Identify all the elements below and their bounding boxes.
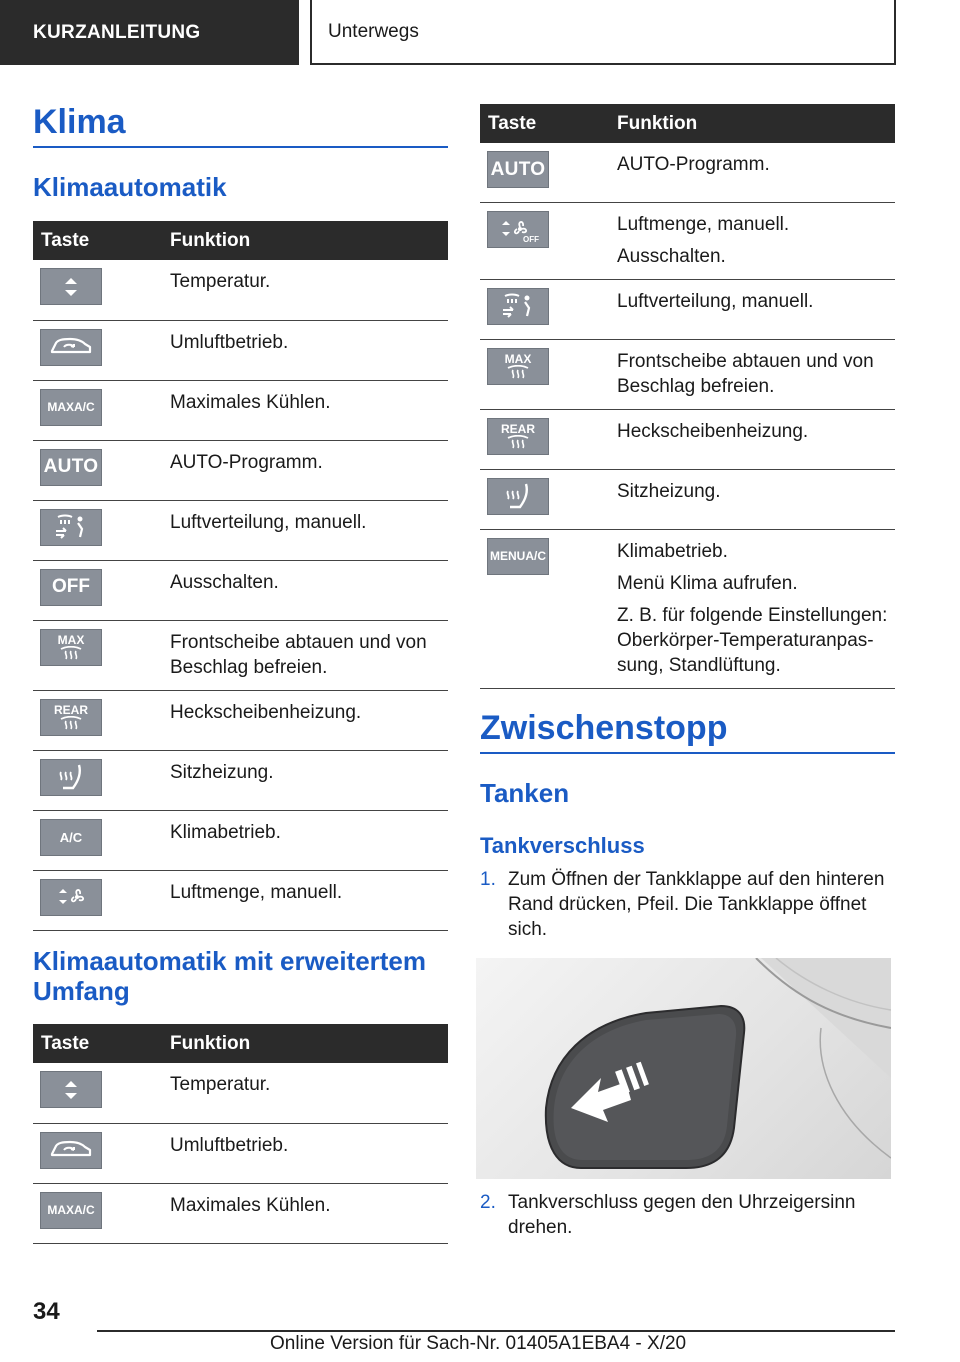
function-text: Luftmenge, manuell. [617,213,790,235]
function-text: Klimabetrieb. [617,540,728,562]
recirculation-car-icon [40,1132,102,1169]
function-cell [163,690,448,750]
key-cell [33,560,163,620]
table-row [33,320,448,380]
function-cell [163,500,448,560]
heading-tankverschluss: Tankverschluss [480,833,645,858]
table-row [33,870,448,930]
table-row [33,380,448,440]
function-cell [163,620,448,690]
key-cell [33,810,163,870]
step-text: Zum Öffnen der Tankklappe auf den hinteren Rand drücken, Pfeil. Die Tankklappe öffnet sich. [508,869,885,940]
function-text: Umluftbetrieb. [170,331,289,353]
function-cell [163,1063,448,1123]
function-text: AUTO-Programm. [617,154,770,175]
function-text: Heckscheibenheizung. [170,701,362,723]
function-cell [163,440,448,500]
column-header-funktion: Funktion [163,1024,448,1063]
table-row [33,620,448,690]
fan-off-icon: OFF [487,211,549,248]
table-row [480,143,895,202]
table-row [33,690,448,750]
function-cell [163,560,448,620]
recirculation-car-icon [40,329,102,366]
key-table-continued [480,104,895,689]
function-cell [163,870,448,930]
function-text: Menü Klima aufrufen. [617,572,798,594]
column-header-taste: Taste [33,221,163,260]
function-text: Maximales Kühlen. [170,1194,331,1216]
table-row [480,339,895,409]
max-defrost-icon: MAX [487,348,549,385]
function-cell [610,409,895,469]
function-text: Frontscheibe abtauen und von Beschlag befreien. [170,631,427,678]
table-row [33,1123,448,1183]
key-table-klimaautomatik [33,221,448,931]
page-number: 34 [33,1298,60,1325]
table-row [33,750,448,810]
section-heading-klimaautomatik: Klimaautomatik [33,172,227,202]
key-cell [480,279,610,339]
max-ac-icon: MAX A/C [40,1192,102,1229]
function-text: Luftverteilung, manuell. [617,290,814,312]
function-text: AUTO-Programm. [170,451,323,473]
column-header-funktion: Funktion [610,104,895,143]
steps-list-1 [480,867,895,942]
auto-icon: AUTO [40,449,102,486]
step-item [480,867,895,942]
max-ac-icon: MAX A/C [40,389,102,426]
column-header-taste: Taste [33,1024,163,1063]
key-cell [33,870,163,930]
function-cell [163,260,448,320]
function-cell [163,320,448,380]
key-cell [480,529,610,688]
table-row [480,279,895,339]
page-title: Klima [33,103,448,148]
table-row [480,409,895,469]
key-cell [33,1123,163,1183]
header-chapter [310,0,896,65]
key-cell [33,500,163,560]
function-text: Sitzheizung. [170,761,274,783]
function-text: Ausschalten. [170,571,279,593]
heading-tanken: Tanken [480,778,570,808]
function-text: Sitzheizung. [617,480,721,502]
chapter-label: Unterwegs [328,20,419,42]
footer-text: Online Version für Sach-Nr. 01405A1EBA4 - X/20 [270,1333,687,1354]
column-header-taste: Taste [480,104,610,143]
air-distribution-icon [40,509,102,546]
function-text: Klimabetrieb. [170,821,281,843]
seat-heating-icon [487,478,549,515]
temperature-arrows-icon [40,1071,102,1108]
key-cell [480,339,610,409]
fan-arrows-icon [40,879,102,916]
function-text: Luftmenge, manuell. [170,881,343,903]
key-cell [33,1183,163,1243]
function-cell [610,279,895,339]
function-cell [610,529,895,688]
step-item [480,1190,895,1240]
ac-icon: A/C [40,819,102,856]
function-text: Heckscheibenheizung. [617,420,809,442]
step-text: Tankverschluss gegen den Uhrzeigersinn drehen. [508,1192,856,1238]
table-row [33,260,448,320]
table-row [33,1063,448,1123]
function-text: Umluftbetrieb. [170,1134,289,1156]
table-row [33,1183,448,1243]
steps-list-2 [480,1190,895,1240]
step-number: 1. [480,869,496,890]
rear-defrost-icon: REAR [487,418,549,455]
off-icon: OFF [40,569,102,606]
footer-divider [97,1330,895,1332]
function-cell [163,750,448,810]
key-cell [33,380,163,440]
section-title-zwischenstopp: Zwischenstopp [480,709,895,754]
key-cell [480,202,610,279]
function-text: Z. B. für folgende Einstellungen: Oberkörper-Temperaturanpassung, Standlüftung. [617,604,888,676]
function-text: Ausschalten. [617,245,726,267]
fuel-flap-image [476,958,891,1179]
step-number: 2. [480,1192,496,1213]
table-row [480,469,895,529]
max-defrost-icon: MAX [40,629,102,666]
section-label: KURZANLEITUNG [33,21,201,43]
auto-icon: AUTO [487,151,549,188]
rear-defrost-icon: REAR [40,699,102,736]
function-cell [163,1123,448,1183]
header-section [0,0,299,65]
function-cell [610,202,895,279]
temperature-arrows-icon [40,268,102,305]
function-text: Maximales Kühlen. [170,391,331,413]
air-distribution-icon [487,288,549,325]
function-cell [163,1183,448,1243]
table-row [480,202,895,279]
key-cell [480,469,610,529]
table-row [33,810,448,870]
function-text: Luftverteilung, manuell. [170,511,367,533]
function-cell [610,469,895,529]
key-cell [480,409,610,469]
table-row [33,440,448,500]
key-cell [480,143,610,202]
function-cell [610,339,895,409]
function-cell [163,810,448,870]
seat-heating-icon [40,759,102,796]
section-heading-erweitert: Klimaautomatik mit erweitertem Umfang [33,946,427,1006]
function-cell [610,143,895,202]
table-row [33,560,448,620]
menu-ac-icon: MENU A/C [487,538,549,575]
key-cell [33,260,163,320]
table-row [480,529,895,688]
key-cell [33,750,163,810]
column-header-funktion: Funktion [163,221,448,260]
key-table-erweitert [33,1024,448,1244]
function-text: Frontscheibe abtauen und von Beschlag befreien. [617,350,874,397]
key-cell [33,1063,163,1123]
key-cell [33,690,163,750]
key-cell [33,440,163,500]
table-row [33,500,448,560]
key-cell [33,320,163,380]
function-text: Temperatur. [170,271,271,292]
function-cell [163,380,448,440]
function-text: Temperatur. [170,1074,271,1095]
fuel-flap-illustration [476,958,891,1179]
key-cell [33,620,163,690]
